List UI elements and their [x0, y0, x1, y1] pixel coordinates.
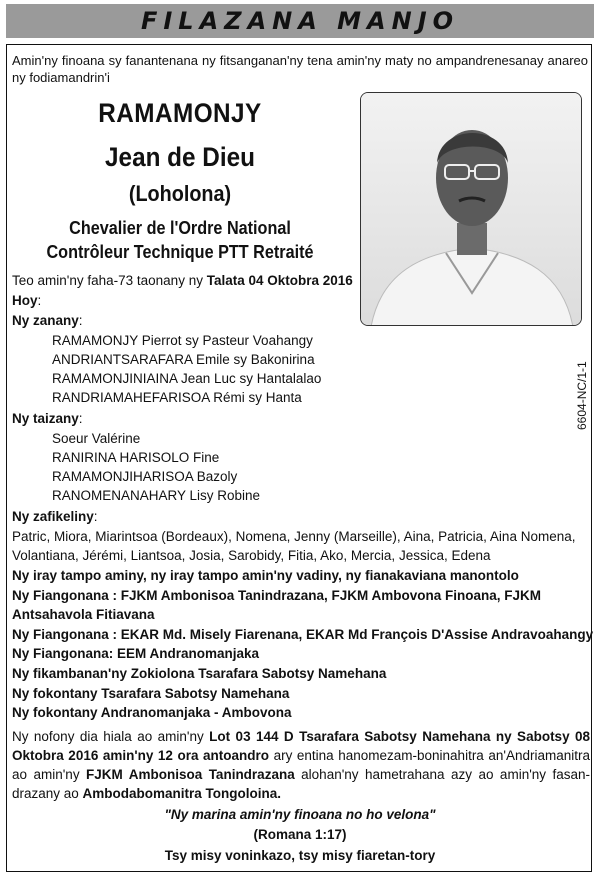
funeral-location: Lot 03 144 D Tsarafara Sabotsy Namehana ny Sabotsy 08 Oktobra 2016 amin'ny 12 ora antoandro: [12, 729, 591, 763]
reference-code: 6604-NC/1-1: [575, 361, 589, 430]
deceased-title-job: Contrôleur Technique PTT Retraité: [46, 242, 314, 262]
hoy-line: Hoy:: [12, 293, 42, 308]
intro-text: Amin'ny finoana sy fanantenana ny fitsanganan'ny tena amin'ny maty no ampandrenesanay anareo ny fodiamandrin'i: [12, 53, 588, 85]
funeral-text: Ny nofony dia hiala ao amin'ny: [12, 729, 210, 744]
grandchildren-heading: Ny zafikeliny:: [12, 509, 98, 524]
portrait-photo: [360, 92, 582, 326]
fokontany-line: Ny fokontany Andranomanjaka - Ambovona: [12, 705, 292, 720]
death-prefix: Teo amin'ny faha-73 taonany ny: [12, 273, 207, 288]
funeral-burial-place: Ambodabomanitra Tongoloina.: [82, 786, 282, 801]
children-item: RANDRIAMAHEFARISOA Rémi sy Hanta: [52, 390, 302, 405]
funeral-text: alohan'ny hametrahana azy ao amin'ny fasan-drazany ao: [12, 767, 591, 801]
children-item: RAMAMONJY Pierrot sy Pasteur Voahangy: [52, 333, 313, 348]
hoy-label: Hoy: [12, 293, 38, 308]
families-line: Ny iray tampo aminy, ny iray tampo amin'ny vadiny, ny fianakaviana manontolo: [12, 568, 519, 583]
death-line: [12, 271, 353, 290]
children-label: Ny zanany: [12, 313, 79, 328]
church-line: Ny Fiangonana : FJKM Ambonisoa Tanindrazana, FJKM Ambovona Finoana, FJKM: [12, 588, 542, 603]
closing-note: Tsy misy voninkazo, tsy misy fiaretan-tory: [164, 848, 436, 863]
deceased-title-order: Chevalier de l'Ordre National: [69, 218, 291, 238]
bible-verse-reference: (Romana 1:17): [253, 827, 347, 842]
grandchildren-label: Ny zafikeliny: [12, 509, 94, 524]
deceased-surname: RAMAMONJY: [98, 98, 262, 128]
deceased-nickname: (Loholona): [128, 181, 232, 206]
death-date: Talata 04 Oktobra 2016: [206, 273, 353, 288]
funeral-paragraph: [12, 727, 590, 803]
grandchildren-line: Volantiana, Jérémi, Liantsoa, Josia, Sarobidy, Fitia, Ako, Mercia, Jessica, Edena: [12, 548, 491, 563]
funeral-church: FJKM Ambonisoa Tanindrazana: [86, 767, 295, 782]
header-title: FILAZANA MANJO: [140, 7, 460, 35]
funeral-text: ary entina hanomezam-boninahitra an'Andriamanitra ao amin'ny: [12, 748, 590, 782]
siblings-item: RANIRINA HARISOLO Fine: [52, 450, 220, 465]
portrait-image: [361, 93, 582, 326]
siblings-heading: Ny taizany:: [12, 411, 83, 426]
siblings-item: RAMAMONJIHARISOA Bazoly: [52, 469, 238, 484]
church-line: Ny Fiangonana : EKAR Md. Misely Fiarenana, EKAR Md François D'Assise Andravoahangy: [12, 627, 594, 642]
siblings-item: RANOMENANAHARY Lisy Robine: [52, 488, 261, 503]
children-heading: Ny zanany:: [12, 313, 83, 328]
children-item: RAMAMONJINIAINA Jean Luc sy Hantalalao: [52, 371, 322, 386]
church-line: Ny Fiangonana: EEM Andranomanjaka: [12, 646, 260, 661]
bible-verse: "Ny marina amin'ny finoana no ho velona": [164, 807, 436, 822]
children-item: ANDRIANTSARAFARA Emile sy Bakonirina: [52, 352, 315, 367]
association-line: Ny fikambanan'ny Zokiolona Tsarafara Sabotsy Namehana: [12, 666, 387, 681]
header-bar: [6, 4, 594, 38]
grandchildren-line: Patric, Miora, Miarintsoa (Bordeaux), Nomena, Jenny (Marseille), Aina, Patricia, Aina Nomena,: [12, 529, 576, 544]
deceased-firstname: Jean de Dieu: [105, 142, 255, 172]
church-line: Antsahavola Fitiavana: [12, 607, 155, 622]
siblings-label: Ny taizany: [12, 411, 79, 426]
siblings-item: Soeur Valérine: [52, 431, 141, 446]
fokontany-line: Ny fokontany Tsarafara Sabotsy Namehana: [12, 686, 290, 701]
